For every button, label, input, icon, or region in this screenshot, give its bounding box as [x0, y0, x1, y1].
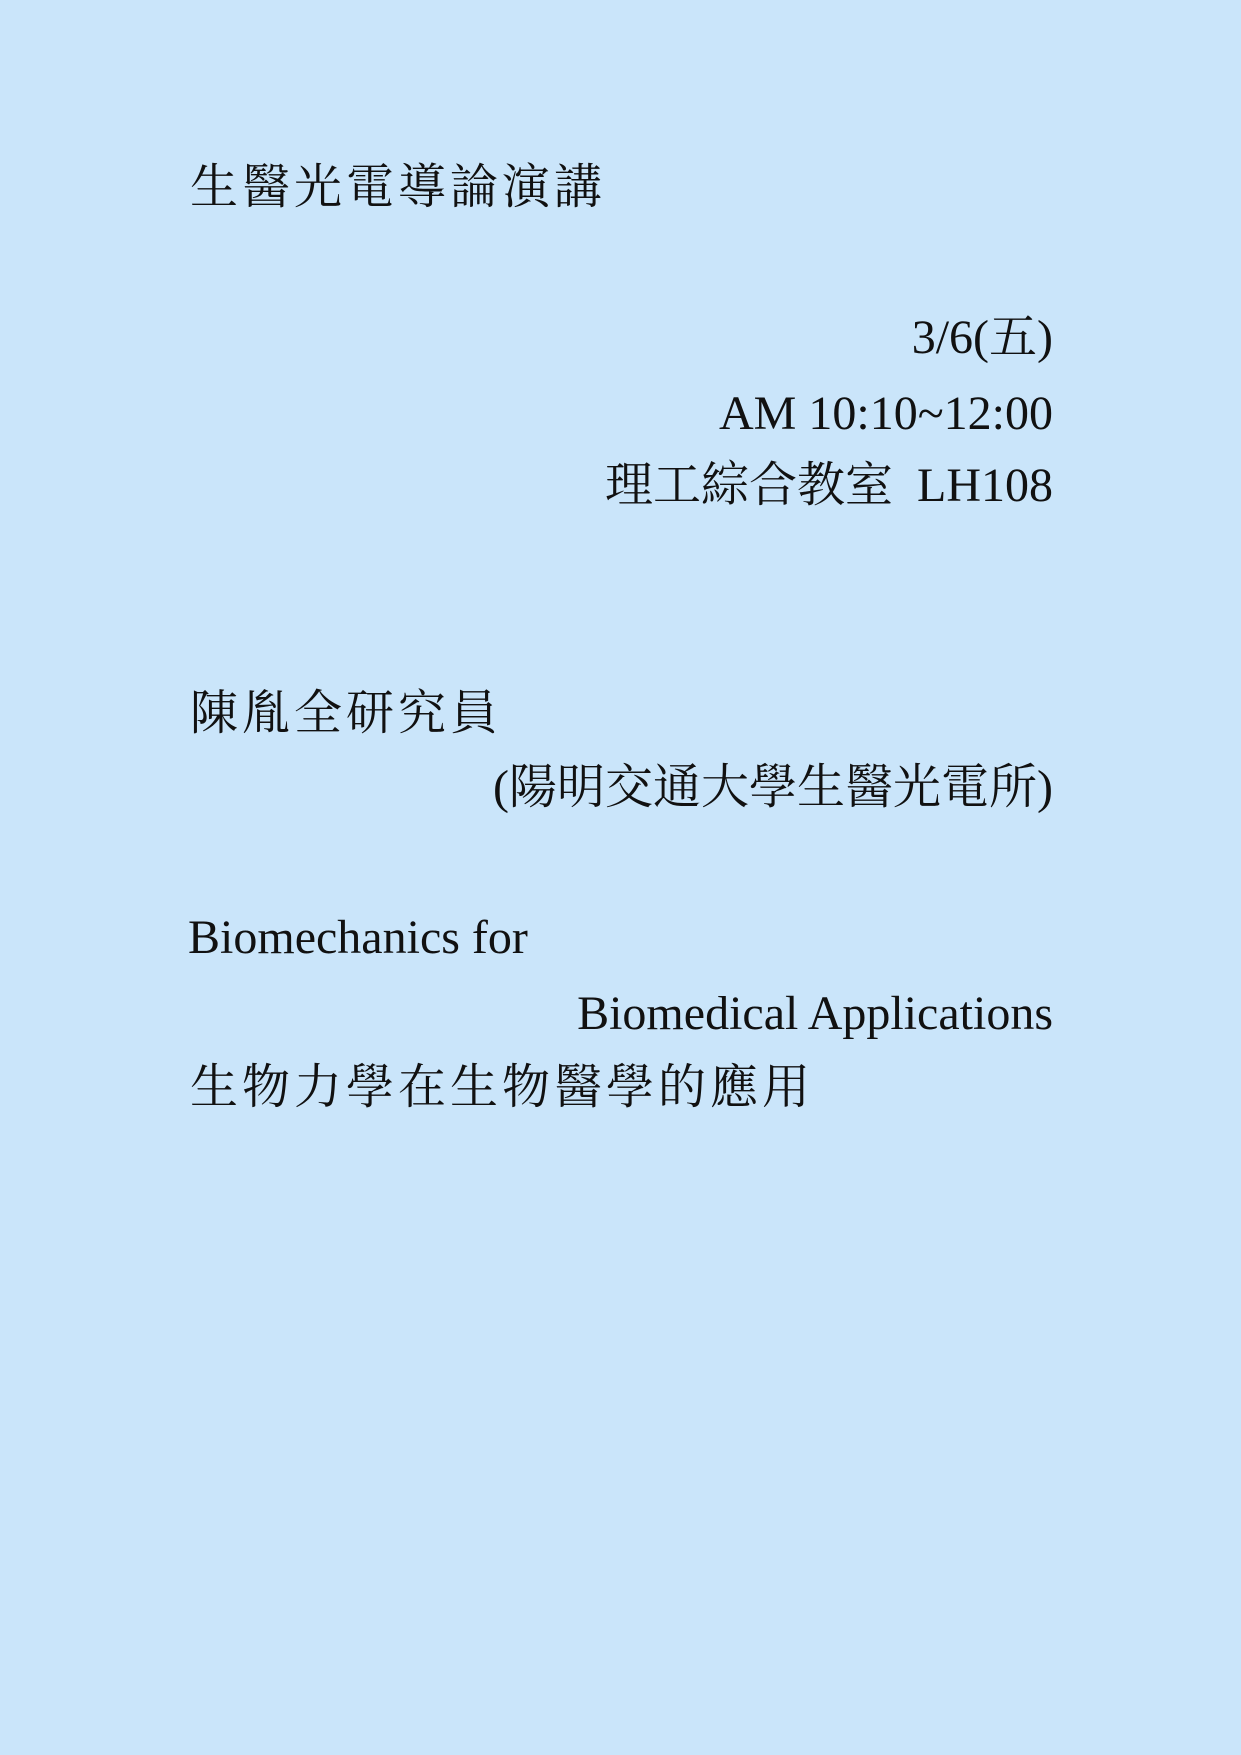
- talk-title-en-line2: Biomedical Applications: [577, 987, 1053, 1040]
- speaker-name: 陳胤全研究員: [190, 687, 503, 740]
- talk-title-zh: 生物力學在生物醫學的應用: [190, 1061, 815, 1114]
- event-date: 3/6(五): [911, 311, 1053, 364]
- event-time: AM 10:10~12:00: [719, 387, 1053, 440]
- speaker-affiliation: (陽明交通大學生醫光電所): [493, 761, 1053, 814]
- talk-title-en-line1: Biomechanics for: [188, 911, 528, 964]
- series-title: 生醫光電導論演講: [190, 161, 607, 214]
- event-location: 理工綜合教室 LH108: [605, 459, 1053, 512]
